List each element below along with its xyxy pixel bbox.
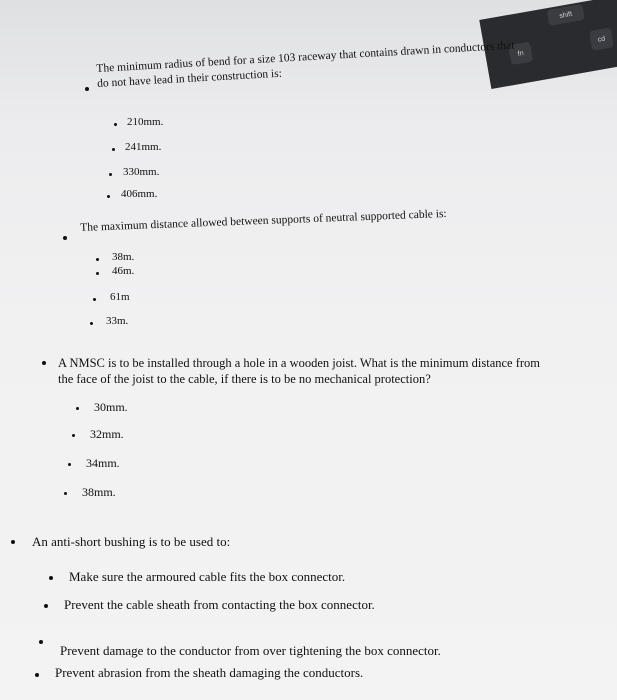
question-4-option-3: Prevent damage to the conductor from over tightening the box connector. <box>60 643 441 658</box>
option-bullet <box>107 195 110 198</box>
question-1-option-3: 330mm. <box>123 166 160 178</box>
fn-key: fn <box>508 42 533 66</box>
question-2-option-3: 61m <box>110 291 130 303</box>
question-bullet <box>42 361 46 365</box>
option-bullet <box>93 298 96 301</box>
question-3-option-2: 32mm. <box>90 427 124 441</box>
question-2-option-2: 46m. <box>112 265 135 277</box>
question-4-option-2: Prevent the cable sheath from contacting the box connector. <box>64 597 375 612</box>
option-bullet <box>96 258 99 261</box>
option-bullet <box>90 322 93 325</box>
question-3-prompt: A NMSC is to be installed through a hole in a wooden joist. What is the minimum distance from the face of the joist to the cable, if there is to be no mechanical protection? <box>58 356 541 386</box>
option-bullet <box>44 604 48 608</box>
question-3-option-1: 30mm. <box>94 400 128 414</box>
option-bullet <box>76 407 79 410</box>
option-bullet <box>112 148 115 151</box>
question-1-prompt: The minimum radius of bend for a size 103 raceway that contains drawn in conductors that do not have lead in their construction is: <box>96 39 515 90</box>
option-bullet <box>114 123 117 126</box>
option-bullet <box>109 173 112 176</box>
question-2-option-4: 33m. <box>106 315 129 327</box>
question-1-option-4: 406mm. <box>121 188 158 200</box>
question-4-prompt: An anti-short bushing is to be used to: <box>32 534 231 549</box>
question-1-option-1: 210mm. <box>127 116 164 128</box>
option-bullet <box>64 492 67 495</box>
question-3-option-4: 38mm. <box>82 485 116 499</box>
question-3-option-3: 34mm. <box>86 456 120 470</box>
option-bullet <box>39 640 43 644</box>
option-bullet <box>68 463 71 466</box>
question-bullet <box>85 87 89 91</box>
question-2-prompt: The maximum distance allowed between supports of neutral supported cable is: <box>80 207 447 234</box>
question-4-option-4: Prevent abrasion from the sheath damaging the conductors. <box>55 665 364 680</box>
question-1-option-2: 241mm. <box>125 141 162 153</box>
question-4-option-1: Make sure the armoured cable fits the box connector. <box>69 569 346 584</box>
shift-key: shift <box>547 4 585 26</box>
question-bullet <box>11 540 15 544</box>
option-bullet <box>96 272 99 275</box>
question-bullet <box>63 236 67 240</box>
question-2-option-1: 38m. <box>112 251 135 263</box>
option-bullet <box>49 576 53 580</box>
option-bullet <box>35 673 39 677</box>
cd-key: cd <box>589 27 614 51</box>
option-bullet <box>72 434 75 437</box>
